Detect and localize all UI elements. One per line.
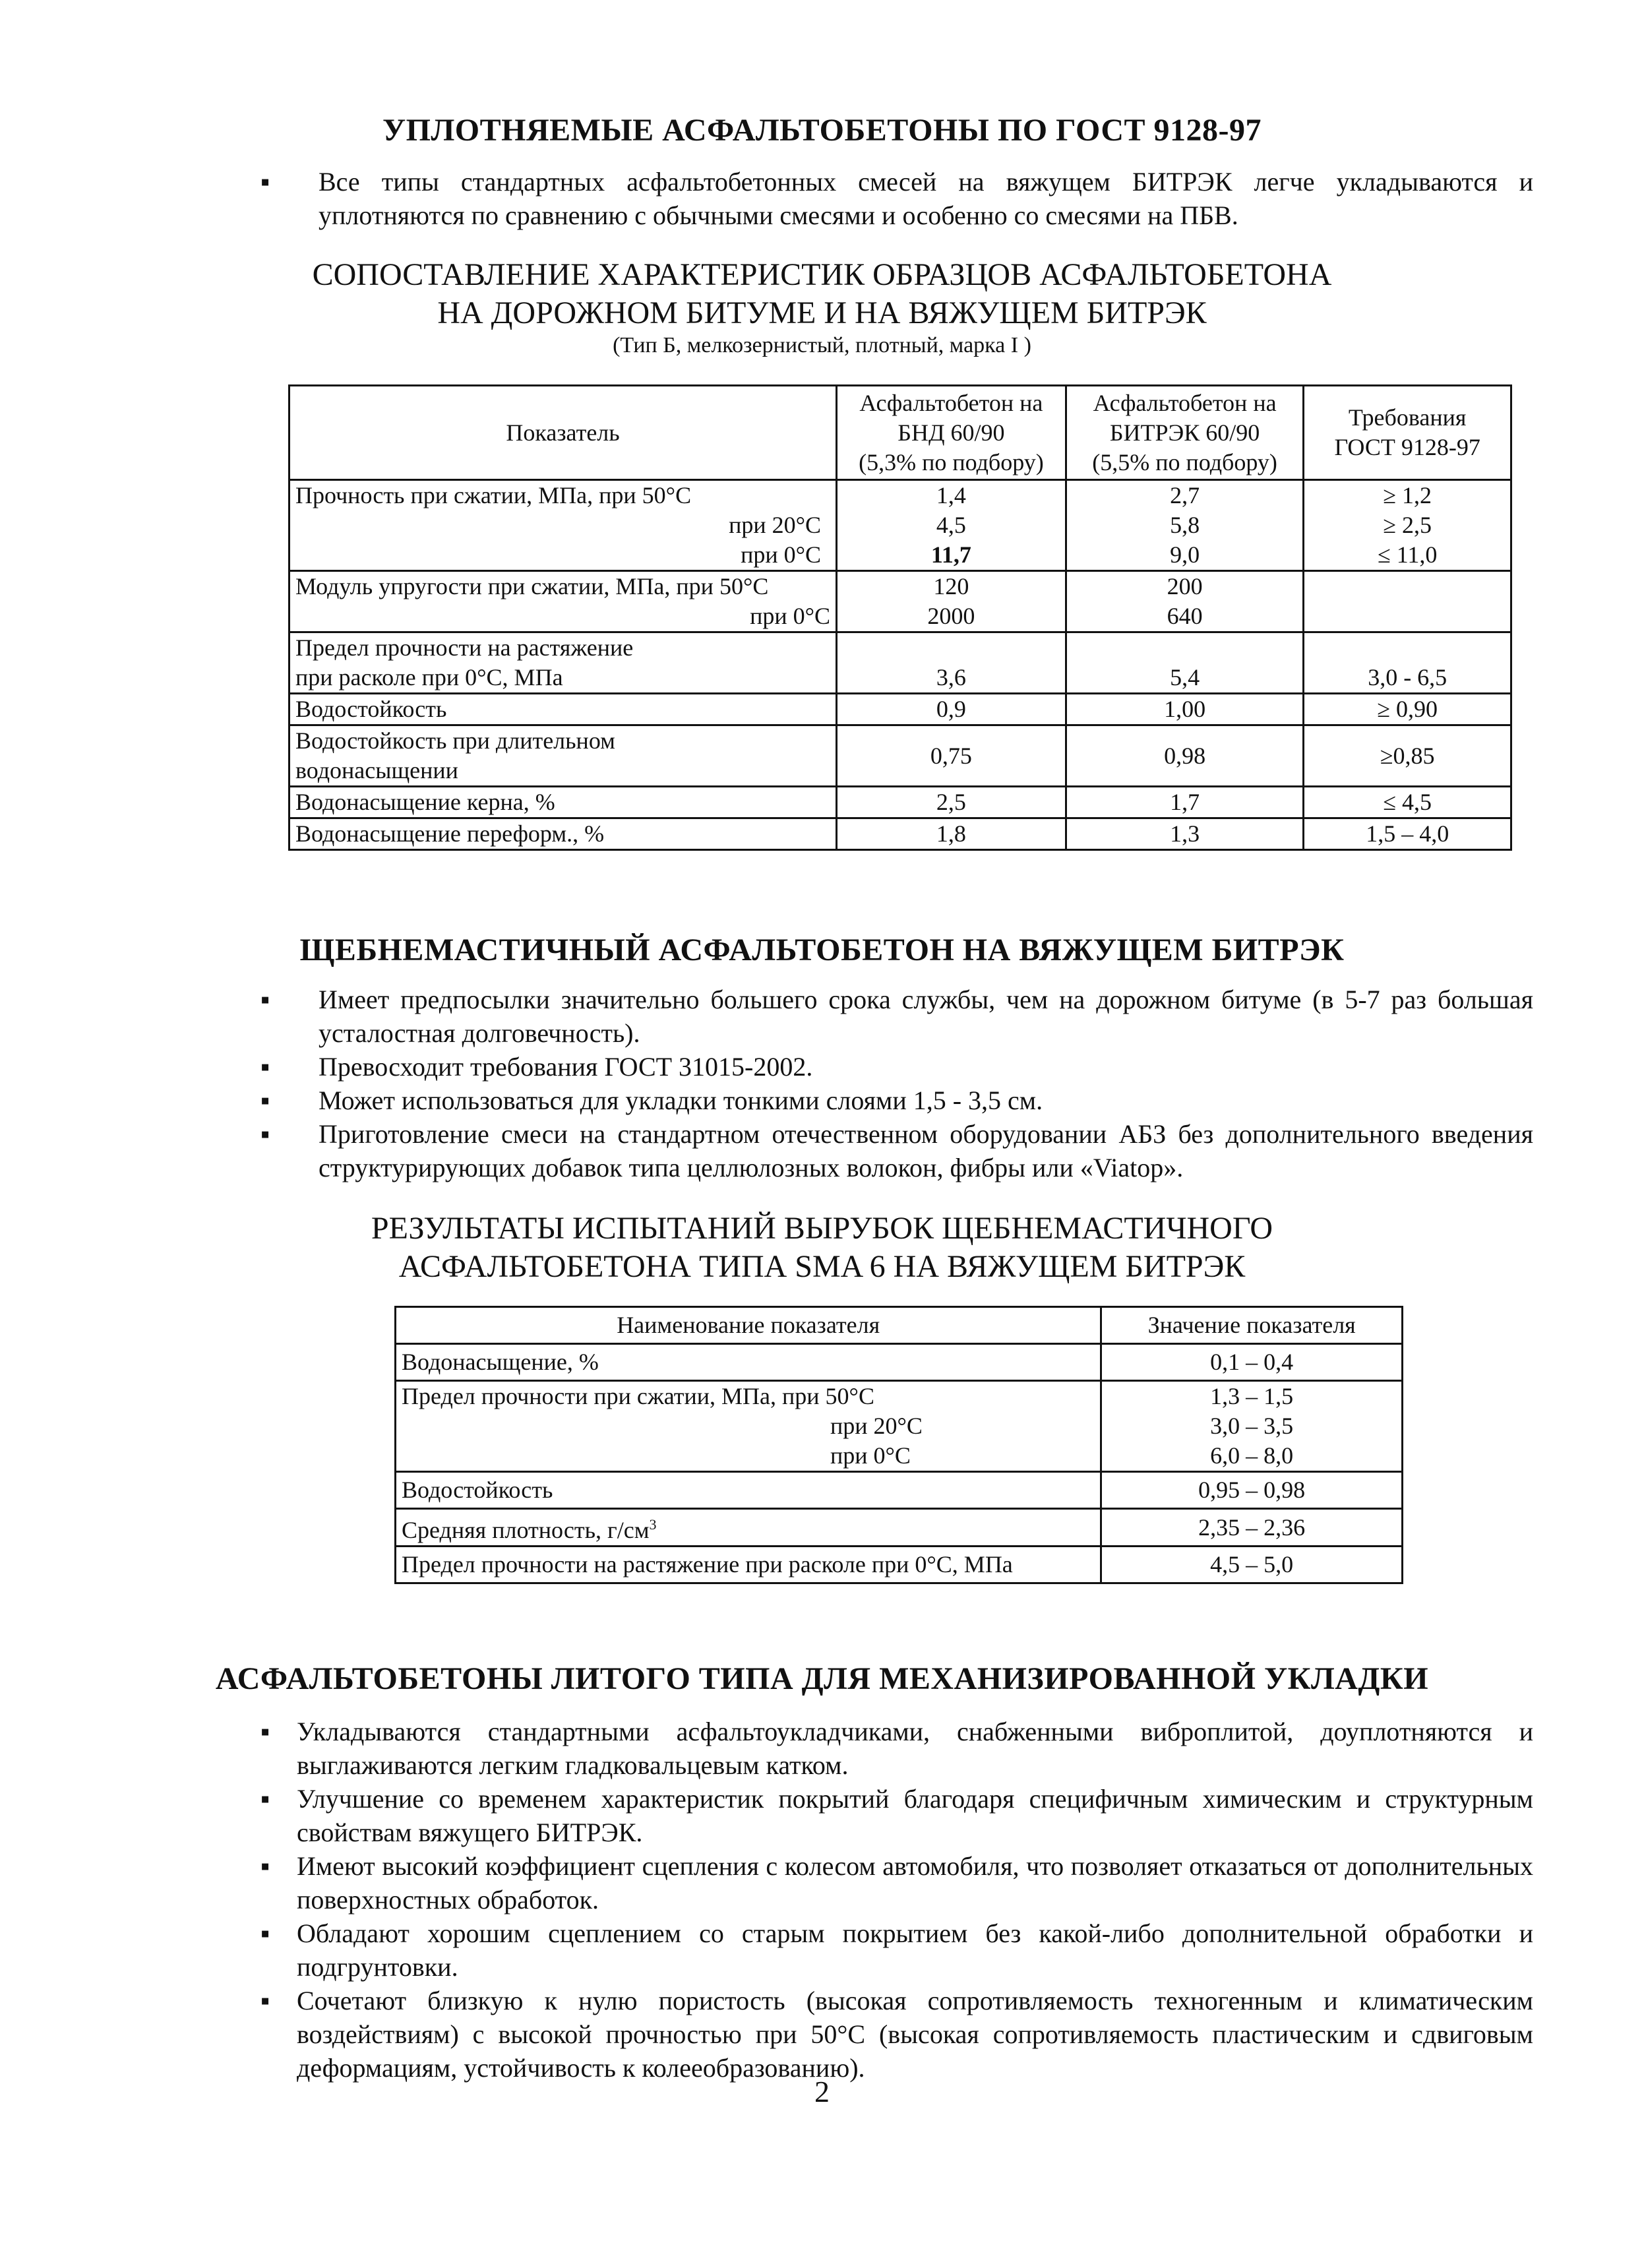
name-cell: Водостойкость xyxy=(396,1472,1101,1509)
table2-title-line2: АСФАЛЬТОБЕТОНА ТИПА SMA 6 НА ВЯЖУЩЕМ БИТРЭК xyxy=(398,1249,1246,1284)
section1-bullets xyxy=(260,165,1533,232)
value-cell: 0,95 – 0,98 xyxy=(1101,1472,1403,1509)
bullet-icon: ▪ xyxy=(260,1119,270,1149)
bitrek-cell: 200 640 xyxy=(1066,571,1304,632)
bullet-icon: ▪ xyxy=(260,1784,270,1814)
indicator-cell: Водонасыщение керна, % xyxy=(289,787,837,818)
bitrek-cell: 1,3 xyxy=(1066,818,1304,850)
bnd-cell: 0,75 xyxy=(837,725,1066,787)
name-cell: Предел прочности на растяжение при расколе при 0°С, МПа xyxy=(396,1547,1101,1583)
bnd-cell: 3,6 xyxy=(837,632,1066,694)
indicator-cell: Водонасыщение переформ., % xyxy=(289,818,837,850)
name-cell: Предел прочности при сжатии, МПа, при 50°С при 20°С при 0°С xyxy=(396,1381,1101,1472)
bullet-icon: ▪ xyxy=(260,1918,270,1948)
bullet-icon: ▪ xyxy=(260,985,270,1014)
bnd-cell: 1,4 4,5 11,7 xyxy=(837,480,1066,571)
list-item: ▪ Приготовление смеси на стандартном отечественном оборудовании АБЗ без дополнительного введения структурирующих добавок типа целлюлозных волокон, фибры или «Viatop». xyxy=(260,1117,1533,1184)
gost-cell: 3,0 - 6,5 xyxy=(1304,632,1511,694)
list-item: ▪ Улучшение со временем характеристик покрытий благодаря специфичным химическим и структурным свойствам вяжущего БИТРЭК. xyxy=(260,1782,1533,1849)
col-header-indicator: Показатель xyxy=(289,386,837,480)
table-row xyxy=(396,1381,1403,1472)
page-number: 2 xyxy=(814,2075,830,2108)
indicator-cell: Модуль упругости при сжатии, МПа, при 50°С при 0°С xyxy=(289,571,837,632)
bitrek-cell: 0,98 xyxy=(1066,725,1304,787)
table-row xyxy=(289,480,1511,571)
value-cell: 2,35 – 2,36 xyxy=(1101,1509,1403,1547)
list-item: ▪ Превосходит требования ГОСТ 31015-2002. xyxy=(260,1050,1533,1084)
bnd-cell: 120 2000 xyxy=(837,571,1066,632)
gost-cell xyxy=(1304,571,1511,632)
col-header-bnd: Асфальтобетон на БНД 60/90 (5,3% по подбору) xyxy=(837,386,1066,480)
table-row xyxy=(396,1344,1403,1381)
comparison-table xyxy=(288,384,1512,851)
bullet-icon: ▪ xyxy=(260,1086,270,1115)
table-row xyxy=(289,818,1511,850)
name-cell: Средняя плотность, $г/см^3$ xyxy=(396,1509,1101,1547)
bullet-icon: ▪ xyxy=(260,1986,270,2015)
indicator-cell: Водостойкость xyxy=(289,694,837,725)
table-row xyxy=(396,1509,1403,1547)
section2-title: ЩЕБНЕМАСТИЧНЫЙ АСФАЛЬТОБЕТОН НА ВЯЖУЩЕМ БИТРЭК xyxy=(299,933,1345,967)
gost-cell: 1,5 – 4,0 xyxy=(1304,818,1511,850)
bullet-icon: ▪ xyxy=(260,167,270,197)
table1-title-line2: НА ДОРОЖНОМ БИТУМЕ И НА ВЯЖУЩЕМ БИТРЭК xyxy=(437,295,1207,330)
bnd-cell: 2,5 xyxy=(837,787,1066,818)
bitrek-cell: 2,7 5,8 9,0 xyxy=(1066,480,1304,571)
value-cell: 1,3 – 1,5 3,0 – 3,5 6,0 – 8,0 xyxy=(1101,1381,1403,1472)
table1-title-line1: СОПОСТАВЛЕНИЕ ХАРАКТЕРИСТИК ОБРАЗЦОВ АСФАЛЬТОБЕТОНА xyxy=(312,257,1332,292)
section3-title: АСФАЛЬТОБЕТОНЫ ЛИТОГО ТИПА ДЛЯ МЕХАНИЗИРОВАННОЙ УКЛАДКИ xyxy=(215,1661,1429,1696)
list-item: ▪ Имеет предпосылки значительно большего срока службы, чем на дорожном битуме (в 5-7 раз большая усталостная долговечность). xyxy=(260,983,1533,1050)
gost-cell: ≤ 4,5 xyxy=(1304,787,1511,818)
bullet-icon: ▪ xyxy=(260,1717,270,1746)
section1-title: УПЛОТНЯЕМЫЕ АСФАЛЬТОБЕТОНЫ ПО ГОСТ 9128-97 xyxy=(382,113,1262,148)
list-item: ▪ Укладываются стандартными асфальтоукладчиками, снабженными виброплитой, доуплотняются и выглаживаются легким гладковальцевым катком. xyxy=(260,1715,1533,1782)
table-row xyxy=(396,1547,1403,1583)
name-cell: Водонасыщение, % xyxy=(396,1344,1101,1381)
col-header-value: Значение показателя xyxy=(1101,1307,1403,1344)
bitrek-cell: 1,00 xyxy=(1066,694,1304,725)
gost-cell: ≥0,85 xyxy=(1304,725,1511,787)
section3-bullets xyxy=(260,1715,1533,2085)
bullet-icon: ▪ xyxy=(260,1851,270,1881)
table-row xyxy=(289,571,1511,632)
table-row xyxy=(396,1472,1403,1509)
col-header-bitrek: Асфальтобетон на БИТРЭК 60/90 (5,5% по подбору) xyxy=(1066,386,1304,480)
col-header-name: Наименование показателя xyxy=(396,1307,1101,1344)
bitrek-cell: 5,4 xyxy=(1066,632,1304,694)
list-item: ▪ Сочетают близкую к нулю пористость (высокая сопротивляемость техногенным и климатическим воздействиям) с высокой прочностью при 50°С (высокая сопротивляемость пластическим и сдвиговым деформациям, устойчивость к колееобразованию). xyxy=(260,1984,1533,2085)
table-row xyxy=(289,725,1511,787)
value-cell: 0,1 – 0,4 xyxy=(1101,1344,1403,1381)
table2-title-line1: РЕЗУЛЬТАТЫ ИСПЫТАНИЙ ВЫРУБОК ЩЕБНЕМАСТИЧНОГО xyxy=(371,1211,1273,1246)
table-row xyxy=(289,787,1511,818)
table-row xyxy=(289,694,1511,725)
table-row xyxy=(289,632,1511,694)
gost-cell: ≥ 1,2 ≥ 2,5 ≤ 11,0 xyxy=(1304,480,1511,571)
section2-bullets xyxy=(260,983,1533,1184)
bnd-cell: 1,8 xyxy=(837,818,1066,850)
bnd-cell: 0,9 xyxy=(837,694,1066,725)
gost-cell: ≥ 0,90 xyxy=(1304,694,1511,725)
col-header-gost: Требования ГОСТ 9128-97 xyxy=(1304,386,1511,480)
indicator-cell: Прочность при сжатии, МПа, при 50°С при 20°С при 0°С xyxy=(289,480,837,571)
table-header-row xyxy=(396,1307,1403,1344)
list-item: ▪ Имеют высокий коэффициент сцепления с колесом автомобиля, что позволяет отказаться от дополнительных поверхностных обработок. xyxy=(260,1849,1533,1916)
list-item: ▪ Все типы стандартных асфальтобетонных смесей на вяжущем БИТРЭК легче укладываются и уплотняются по сравнению с обычными смесями и особенно со смесями на ПБВ. xyxy=(260,165,1533,232)
indicator-cell: Предел прочности на растяжение при расколе при 0°С, МПа xyxy=(289,632,837,694)
indicator-cell: Водостойкость при длительном водонасыщении xyxy=(289,725,837,787)
list-item: ▪ Обладают хорошим сцеплением со старым покрытием без какой-либо дополнительной обработки и подгрунтовки. xyxy=(260,1916,1533,1984)
table-header-row xyxy=(289,386,1511,480)
sma-results-table xyxy=(394,1306,1403,1584)
table1-note: (Тип Б, мелкозернистый, плотный, марка I ) xyxy=(613,333,1031,357)
bullet-icon: ▪ xyxy=(260,1052,270,1082)
list-item: ▪ Может использоваться для укладки тонкими слоями 1,5 - 3,5 см. xyxy=(260,1084,1533,1117)
bitrek-cell: 1,7 xyxy=(1066,787,1304,818)
value-cell: 4,5 – 5,0 xyxy=(1101,1547,1403,1583)
